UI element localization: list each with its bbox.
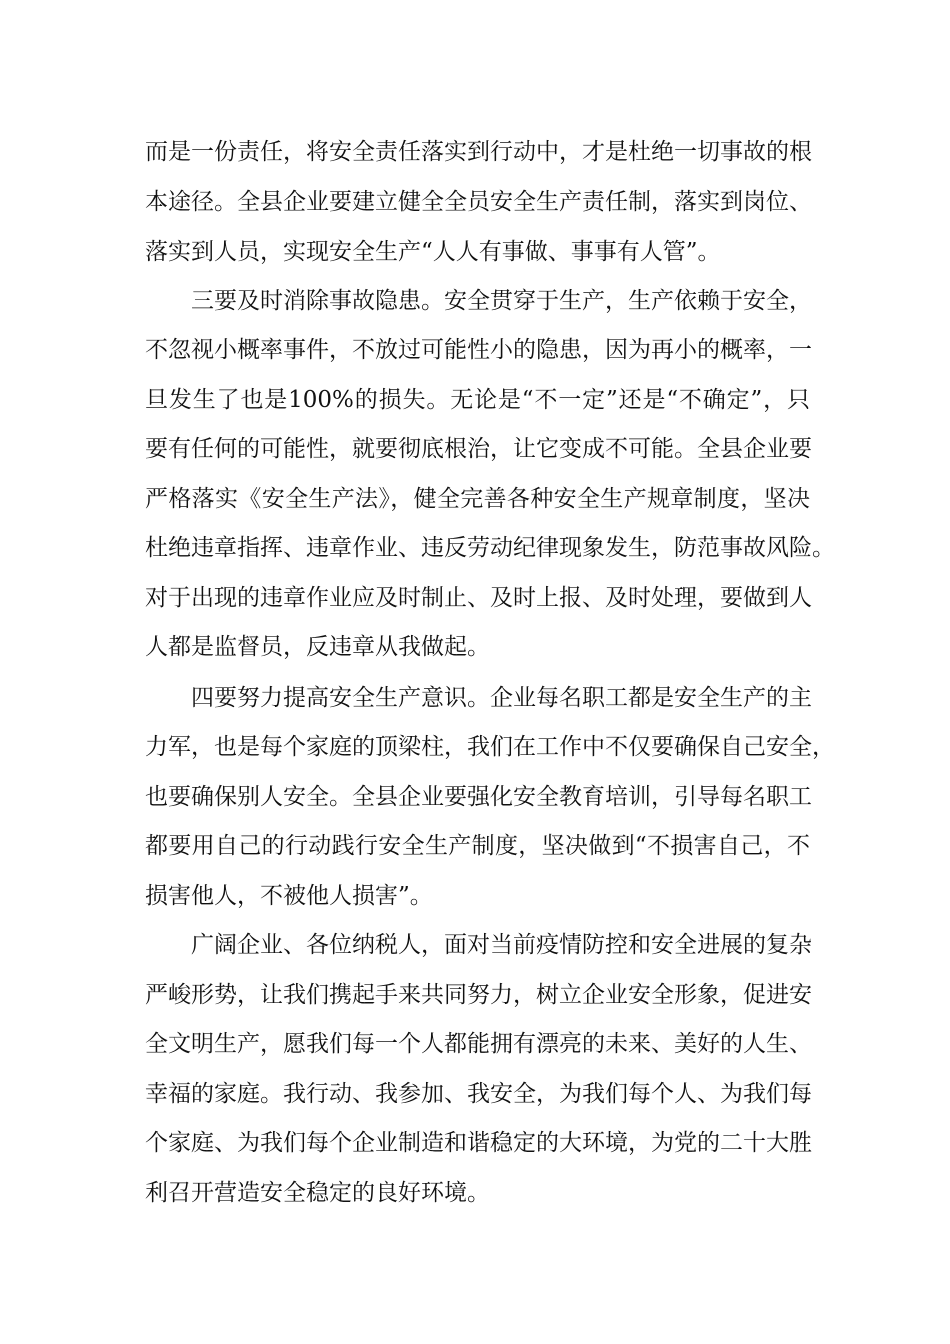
text-line: 幸福的家庭。我行动、我参加、我安全，为我们每个人、为我们每	[145, 1081, 812, 1107]
paragraph-first-line: 四要努力提高安全生产意识。企业每名职工都是安全生产的主	[191, 685, 812, 711]
text-line: 旦发生了也是100%的损失。无论是“不一定”还是“不确定”，只	[145, 387, 810, 413]
text-line: 严格落实《安全生产法》，健全完善各种安全生产规章制度，坚决	[145, 486, 810, 512]
text-line: 个家庭、为我们每个企业制造和谐稳定的大环境，为党的二十大胜	[145, 1130, 812, 1156]
text-line: 本途径。全县企业要建立健全全员安全生产责任制，落实到岗位、	[145, 189, 812, 215]
text-line: 人都是监督员，反违章从我做起。	[145, 634, 490, 660]
text-line: 而是一份责任，将安全责任落实到行动中，才是杜绝一切事故的根	[145, 139, 812, 165]
text-line: 力军，也是每个家庭的顶梁柱，我们在工作中不仅要确保自己安全，	[145, 734, 835, 760]
paragraph-first-line: 三要及时消除事故隐患。安全贯穿于生产，生产依赖于安全，	[191, 288, 812, 314]
text-line: 杜绝违章指挥、违章作业、违反劳动纪律现象发生，防范事故风险。	[145, 535, 835, 561]
text-line: 对于出现的违章作业应及时制止、及时上报、及时处理，要做到人	[145, 585, 812, 611]
text-line: 也要确保别人安全。全县企业要强化安全教育培训，引导每名职工	[145, 784, 812, 810]
paragraph-first-line: 广阔企业、各位纳税人，面对当前疫情防控和安全进展的复杂	[191, 932, 812, 958]
text-line: 利召开营造安全稳定的良好环境。	[145, 1180, 490, 1206]
text-line: 严峻形势，让我们携起手来共同努力，树立企业安全形象，促进安	[145, 982, 812, 1008]
text-line: 要有任何的可能性，就要彻底根治，让它变成不可能。全县企业要	[145, 436, 812, 462]
text-line: 落实到人员，实现安全生产“人人有事做、事事有人管”。	[145, 239, 721, 265]
text-line: 全文明生产，愿我们每一个人都能拥有漂亮的未来、美好的人生、	[145, 1031, 812, 1057]
text-line: 不忽视小概率事件，不放过可能性小的隐患，因为再小的概率，一	[145, 337, 812, 363]
text-line: 都要用自己的行动践行安全生产制度，坚决做到“不损害自己，不	[145, 833, 810, 859]
text-line: 损害他人，不被他人损害”。	[145, 883, 433, 909]
